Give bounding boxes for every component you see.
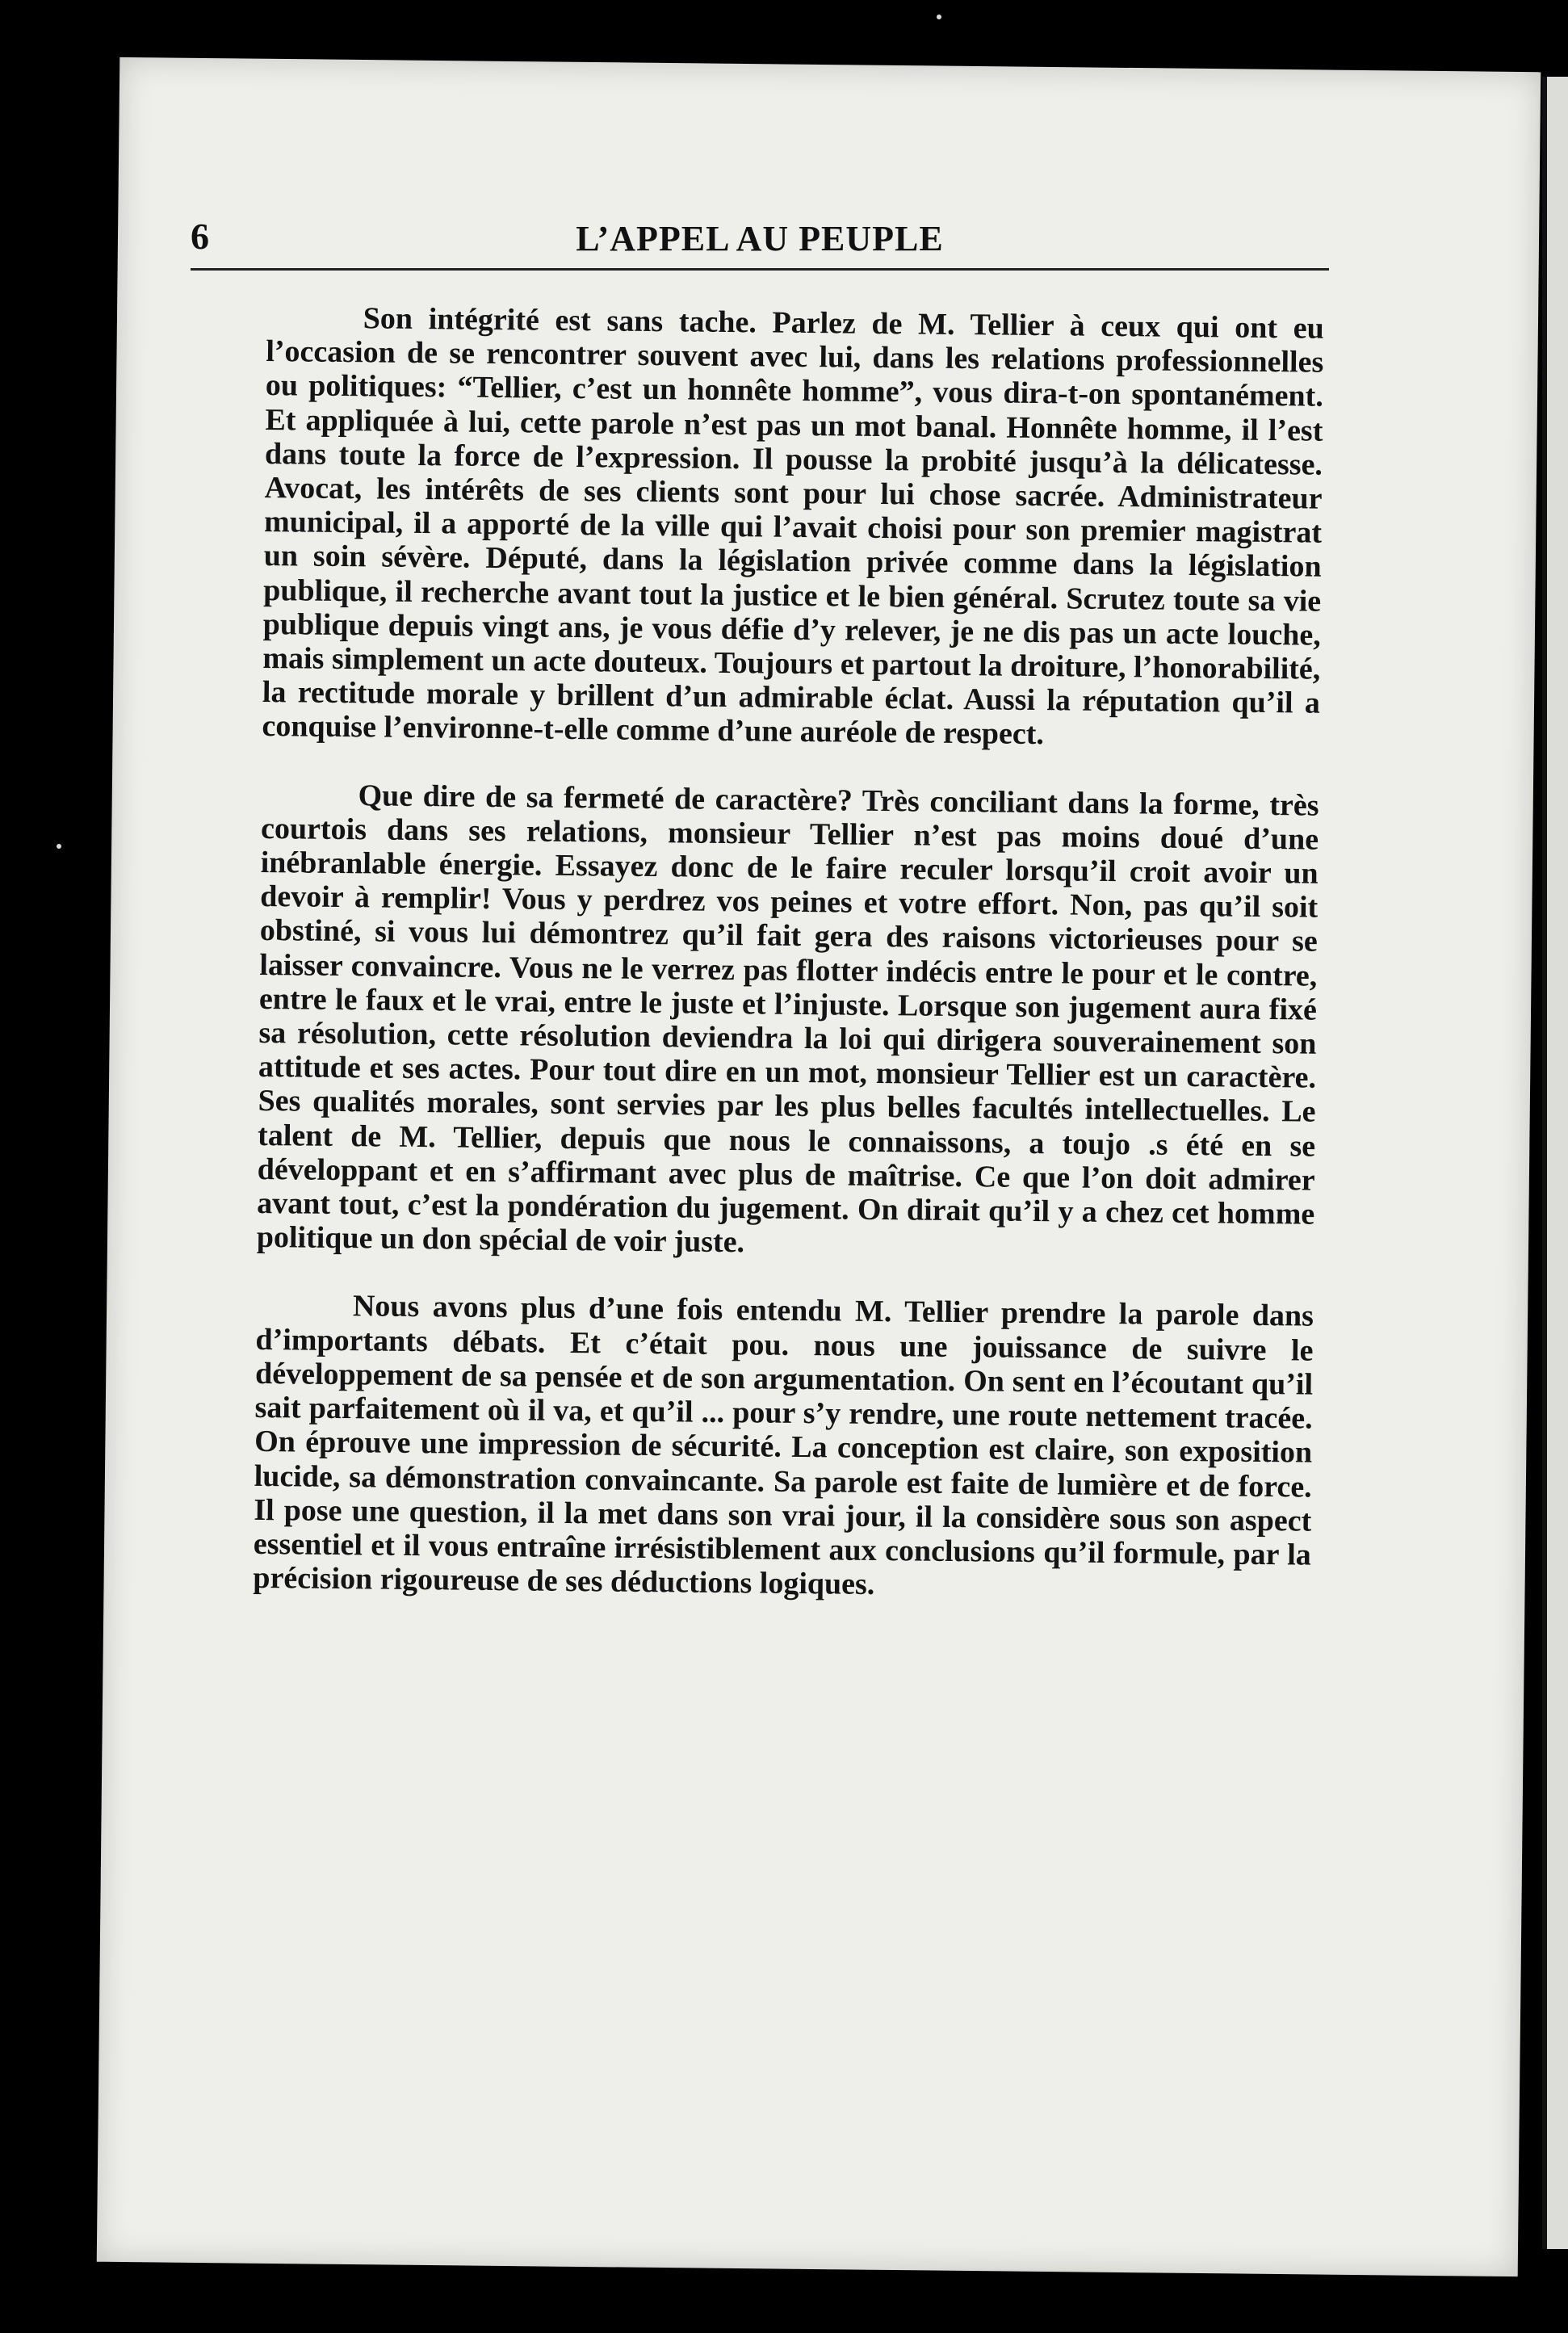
page-header bbox=[191, 212, 1329, 271]
page-number: 6 bbox=[191, 216, 209, 257]
scan-speck bbox=[57, 844, 61, 849]
scan-speck bbox=[937, 15, 941, 19]
paragraph-3: Nous avons plus d’une fois entendu M. Tellier prendre la parole dans d’importants débats. Et c’était pou. nous une jouissance de suivre le développement de sa pensée et de son argumentation. On sent en l’écoutant qu’il sait parfaitement où il va, et qu’il ... pour s’y rendre, une route nettement tracée. On éprouve une impression de sécurité. La conception est claire, son exposition lucide, sa démonstration convaincante. Sa parole est faite de lumière et de force. Il pose une question, il la met dans son vrai jour, il la considère sous son aspect essentiel et il vous entraîne irrésistiblement aux conclusions qu’il formule, par la précision rigoureuse de ses déductions logiques. bbox=[253, 1289, 1314, 1602]
paragraph-2: Que dire de sa fermeté de caractère? Très conciliant dans la forme, très courtois dans ses relations, monsieur Tellier n’est pas moins doué d’une inébranlable énergie. Essayez donc de le faire reculer lorsqu’il croit avoir un devoir à remplir! Vous y perdrez vos peines et votre effort. Non, pas qu’il soit obstiné, si vous lui démontrez qu’il fait gera des raisons victorieuses pour se laisser convaincre. Vous ne le verrez pas flotter indécis entre le pour et le contre, entre le faux et le vrai, entre le juste et l’injuste. Lorsque son jugement aura fixé sa résolution, cette résolution deviendra la loi qui dirigera souverainement son attitude et ses actes. Pour tout dire en un mot, monsieur Tellier est un caractère. Ses qualités morales, sont servies par les plus belles facultés intellectuelles. Le talent de M. Tellier, depuis que nous le connaissons, a toujo .s été en se développant et en s’affirmant avec plus de maîtrise. Ce que l’on doit admirer avant tout, c’est la pondération du jugement. On dirait qu’il y a chez cet homme politique un don spécial de voir juste. bbox=[256, 778, 1319, 1260]
body-text bbox=[253, 300, 1324, 1606]
running-title: L’APPEL AU PEUPLE bbox=[576, 219, 944, 258]
adjacent-page-edge bbox=[1542, 77, 1568, 2249]
paragraph-1: Son intégrité est sans tache. Parlez de M. Tellier à ceux qui ont eu l’occasion de se rencontrer souvent avec lui, dans les relations professionnelles ou politiques: “Tellier, c’est un honnête homme”, vous dira-t-on spontanément. Et appliquée à lui, cette parole n’est pas un mot banal. Honnête homme, il l’est dans toute la force de l’expression. Il pousse la probité jusqu’à la délicatesse. Avocat, les intérêts de ses clients sont pour lui chose sacrée. Administrateur municipal, il a apporté de la ville qui l’avait choisi pour son premier magistrat un soin sévère. Député, dans la législation privée comme dans la législation publique, il recherche avant tout la justice et le bien général. Scrutez toute sa vie publique depuis vingt ans, je vous défie d’y relever, je ne dis pas un acte louche, mais simplement un acte douteux. Toujours et partout la droiture, l’honorabilité, la rectitude morale y brillent d’un admirable éclat. Aussi la réputation qu’il a conquise l’environne-t-elle comme d’une auréole de respect. bbox=[262, 301, 1324, 752]
